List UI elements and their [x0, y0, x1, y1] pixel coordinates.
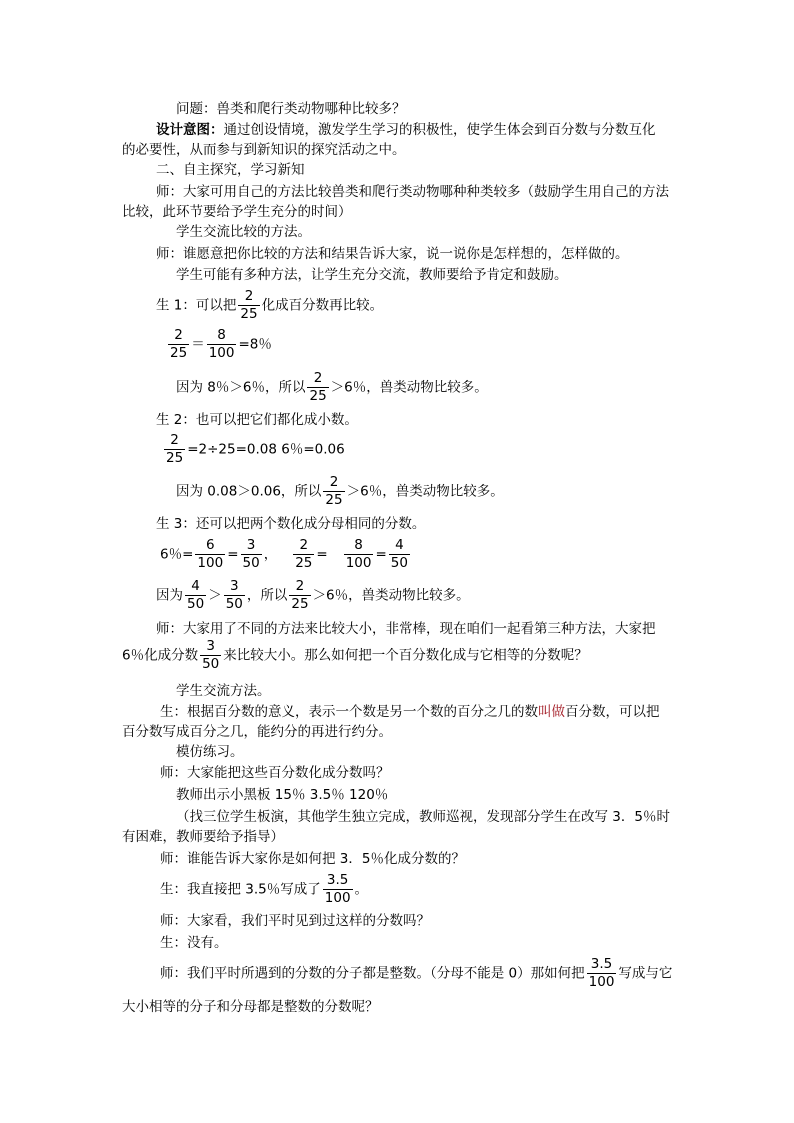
answer-text-a: 生：根据百分数的意义，表示一个数是另一个数的百分之几的数: [160, 704, 538, 720]
fraction-numerator: 3.5: [323, 872, 353, 890]
fraction-numerator: 3.5: [587, 956, 617, 974]
conclusion-text-c: ＞6％，兽类动物比较多。: [312, 587, 470, 604]
equation-2: [162, 432, 345, 467]
student3-line: 生 3：还可以把两个数化成分母相同的分数。: [156, 516, 426, 532]
conclusion-text-b: ，所以: [246, 587, 288, 604]
conclusion-text-a: 因为 0.08＞0.06，所以: [176, 483, 322, 500]
teacher-line-2: 师：谁愿意把你比较的方法和结果告诉大家，说一说你是怎样想的，怎样做的。: [156, 246, 629, 262]
fraction-numerator: 2: [168, 327, 189, 345]
fraction-3-50: [224, 578, 245, 613]
teacher-line-3b: [122, 638, 588, 673]
fraction-denominator: 50: [187, 596, 205, 612]
fraction-denominator: 25: [166, 450, 184, 466]
student1-text-a: 生 1：可以把: [156, 297, 237, 314]
equation-2-rest: =2÷25=0.08 6％=0.06: [187, 441, 345, 458]
fraction-numerator: 3: [224, 578, 245, 596]
student-line-no: 生：没有。: [160, 935, 228, 951]
student-exchange-line-2: 学生交流方法。: [176, 683, 271, 699]
equation-1: [166, 327, 272, 362]
answer-text-b: 百分数，可以把: [565, 704, 660, 720]
equation-1-result: =8％: [238, 336, 272, 353]
note-line-2: 有困难，教师要给予指导）: [122, 829, 284, 845]
fraction-denominator: 25: [325, 492, 343, 508]
equals-sign: =: [227, 546, 239, 563]
teacher-line-7b: 大小相等的分子和分母都是整数的分数呢？: [122, 999, 379, 1015]
fraction-numerator: 6: [195, 537, 225, 555]
conclusion-text-b: ＞6％，兽类动物比较多。: [330, 379, 488, 396]
teacher-line-1b: 比较，此环节要给予学生充分的时间）: [122, 204, 352, 220]
student-line-direct: [160, 872, 368, 907]
teacher-line-5: 师：谁能告诉大家你是如何把 3．5％化成分数的？: [160, 851, 465, 867]
greater-sign: ＞: [208, 587, 222, 604]
fraction-denominator: 100: [324, 890, 351, 906]
student2-line: 生 2：也可以把它们都化成小数。: [156, 412, 358, 428]
teacher-text-b: 写成与它: [618, 965, 673, 982]
fraction-2-25: [168, 327, 189, 362]
student-direct-text-b: 。: [354, 881, 369, 898]
fraction-denominator: 100: [197, 555, 224, 571]
fraction-numerator: 3: [200, 638, 221, 656]
comma: ，: [263, 546, 278, 563]
fraction-denominator: 50: [225, 596, 243, 612]
teacher-line-6: 师：大家看，我们平时见到过这样的分数吗？: [160, 913, 430, 929]
equals-sign: =: [375, 546, 387, 563]
fraction-denominator: 25: [291, 596, 309, 612]
teacher-text-b: 来比较大小。那么如何把一个百分数化成与它相等的分数呢？: [223, 647, 588, 664]
equals-sign: ＝: [191, 336, 205, 353]
design-intent-label: 设计意图：: [156, 122, 224, 138]
fraction-numerator: 3: [241, 537, 262, 555]
fraction-4-50: [185, 578, 206, 613]
fraction-3-5-100: [323, 872, 353, 907]
conclusion-text-b: ＞6％，兽类动物比较多。: [346, 483, 504, 500]
equals-sign: =: [316, 546, 328, 563]
teacher-line-1: 师：大家可用自己的方法比较兽类和爬行类动物哪种种类较多（鼓励学生用自己的方法: [156, 184, 669, 200]
fraction-8-100: [207, 327, 237, 362]
student1-text-b: 化成百分数再比较。: [261, 297, 384, 314]
fraction-3-50: [200, 638, 221, 673]
answer-highlight: 叫做: [538, 704, 565, 720]
fraction-numerator: 4: [185, 578, 206, 596]
fraction-8-100: [344, 537, 374, 572]
student1-line: [156, 288, 383, 323]
fraction-denominator: 25: [295, 555, 313, 571]
teacher-text-a: 6％化成分数: [122, 647, 199, 664]
fraction-2-25: [293, 537, 314, 572]
fraction-numerator: 2: [289, 578, 310, 596]
note-line: （找三位学生板演，其他学生独立完成，教师巡视，发现部分学生在改写 3．5％时: [176, 809, 670, 825]
fraction-numerator: 2: [238, 288, 259, 306]
teacher-line-3: 师：大家用了不同的方法来比较大小，非常棒，现在咱们一起看第三种方法，大家把: [156, 621, 656, 637]
fraction-2-25: [323, 474, 344, 509]
fraction-denominator: 50: [242, 555, 260, 571]
fraction-numerator: 4: [389, 537, 410, 555]
fraction-numerator: 2: [293, 537, 314, 555]
student1-conclusion: [176, 370, 488, 405]
fraction-numerator: 2: [323, 474, 344, 492]
student-direct-text-a: 生：我直接把 3.5％写成了: [160, 881, 321, 898]
fraction-6-100: [195, 537, 225, 572]
fraction-denominator: 25: [240, 306, 258, 322]
teacher-line-4: 师：大家能把这些百分数化成分数吗？: [160, 765, 390, 781]
fraction-denominator: 50: [202, 656, 220, 672]
fraction-3-5-100: [587, 956, 617, 991]
fraction-denominator: 25: [309, 388, 327, 404]
teacher-text-a: 师：我们平时所遇到的分数的分子都是整数。（分母不能是 0）那如何把: [160, 965, 585, 982]
blackboard-line: 教师出示小黑板 15％ 3.5％ 120％: [176, 787, 389, 803]
fraction-numerator: 8: [207, 327, 237, 345]
fraction-denominator: 100: [345, 555, 372, 571]
student-methods-line: 学生可能有多种方法，让学生充分交流，教师要给予肯定和鼓励。: [176, 267, 568, 283]
fraction-numerator: 8: [344, 537, 374, 555]
equation-3: [160, 537, 412, 572]
fraction-2-25: [164, 432, 185, 467]
design-intent-line-2: 的必要性，从而参与到新知识的探究活动之中。: [122, 142, 406, 158]
student-answer-line-2: 百分数写成百分之几，能约分的再进行约分。: [122, 724, 392, 740]
design-intent-text: 通过创设情境，激发学生学习的积极性，使学生体会到百分数与分数互化: [223, 122, 656, 138]
equation-3-start: 6％=: [160, 546, 194, 563]
student-answer-line: [160, 703, 660, 721]
design-intent-line: [156, 121, 656, 139]
conclusion-text-a: 因为 8％＞6％，所以: [176, 379, 306, 396]
fraction-denominator: 100: [588, 974, 615, 990]
question-line: 问题：兽类和爬行类动物哪种比较多？: [176, 101, 406, 117]
fraction-numerator: 2: [164, 432, 185, 450]
fraction-numerator: 2: [307, 370, 328, 388]
fraction-3-50: [241, 537, 262, 572]
fraction-4-50: [389, 537, 410, 572]
student3-conclusion: [156, 578, 470, 613]
fraction-2-25: [289, 578, 310, 613]
student-exchange-line: 学生交流比较的方法。: [176, 224, 311, 240]
teacher-line-7: [160, 956, 672, 991]
fraction-denominator: 100: [208, 345, 235, 361]
fraction-denominator: 25: [170, 345, 188, 361]
section-heading: 二、自主探究，学习新知: [156, 162, 305, 178]
fraction-2-25: [238, 288, 259, 323]
student2-conclusion: [176, 474, 504, 509]
practice-heading: 模仿练习。: [176, 744, 244, 760]
fraction-2-25: [307, 370, 328, 405]
conclusion-text-a: 因为: [156, 587, 183, 604]
fraction-denominator: 50: [390, 555, 408, 571]
